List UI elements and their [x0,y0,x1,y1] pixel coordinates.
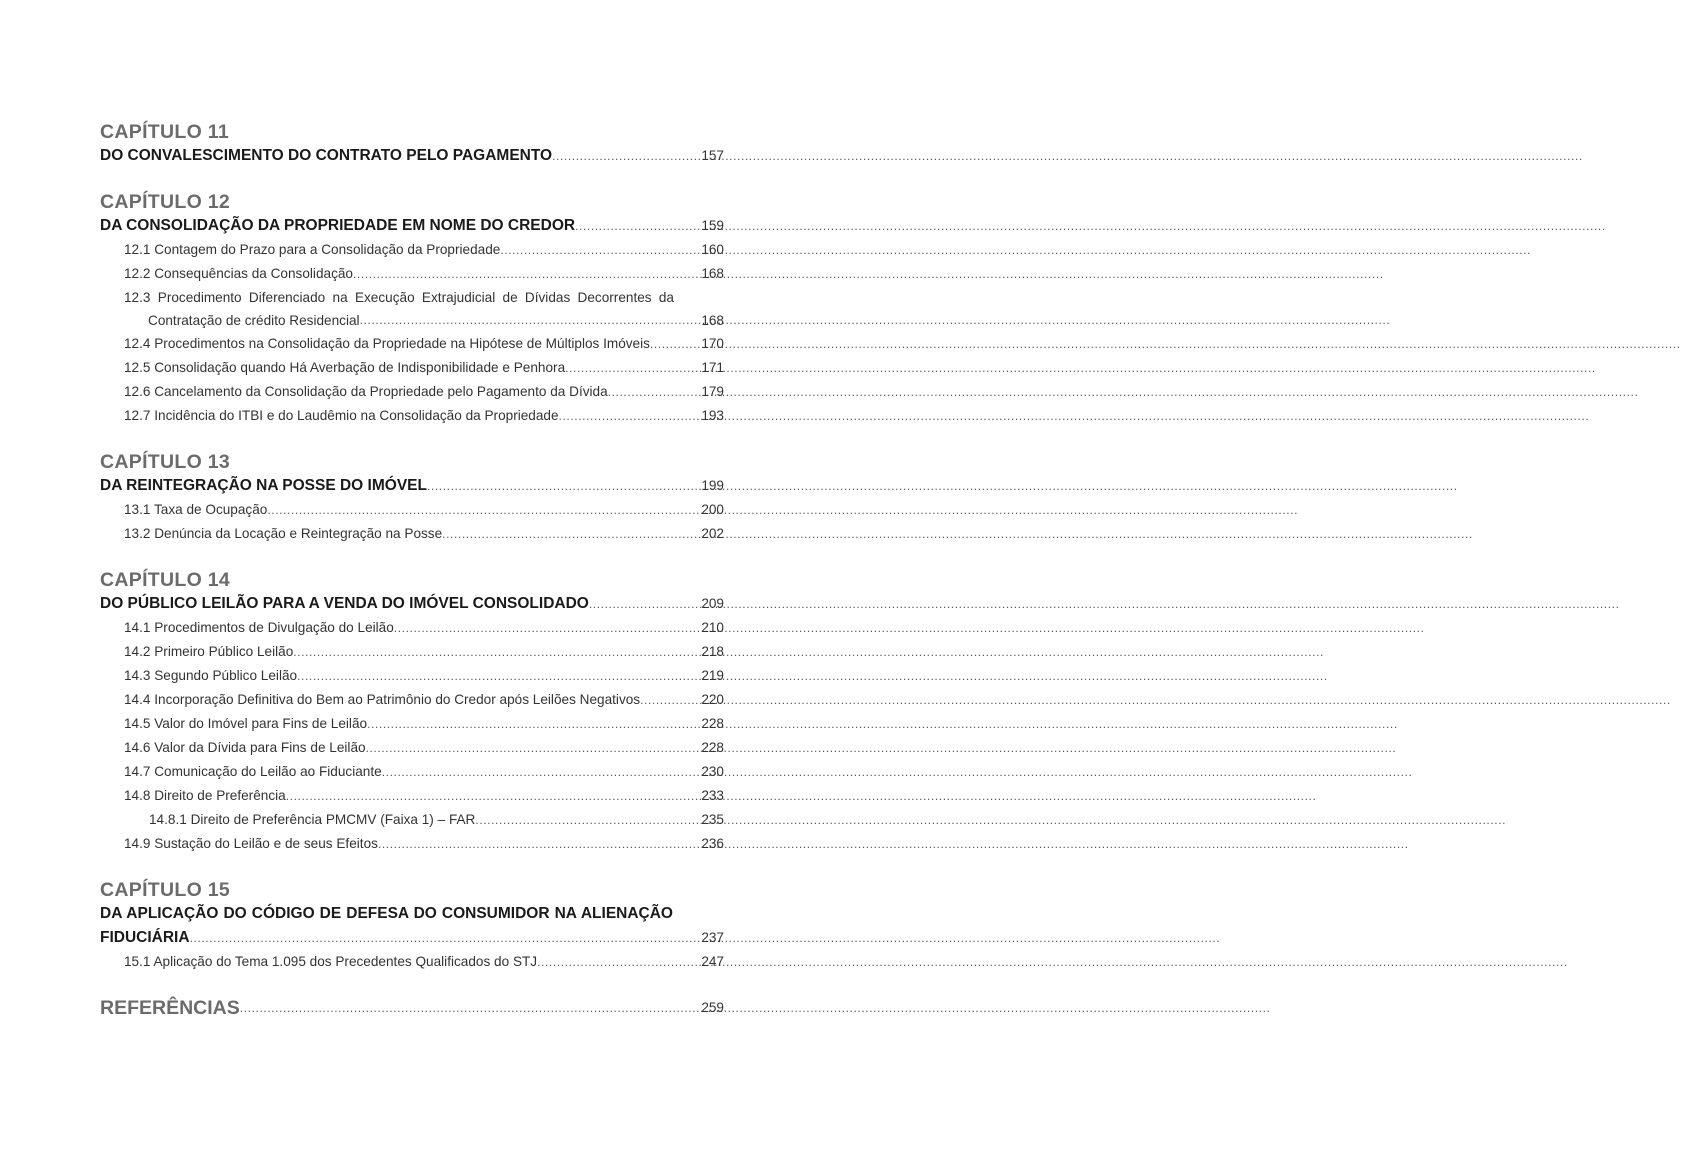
chapter-13 [100,450,724,546]
chapter-14 [100,568,724,856]
section-entry[interactable] [100,332,724,356]
dot-leader [297,664,672,688]
dot-leader [475,808,672,832]
page-number: 220 [701,692,724,707]
chapter-title-entry[interactable] [100,474,724,498]
section-entry[interactable] [100,736,724,760]
section-title: 14.2 Primeiro Público Leilão [124,644,294,659]
chapter-label: CAPÍTULO 15 [100,879,231,901]
section-title: 14.4 Incorporação Definitiva do Bem ao Patrimônio do Credor após Leilões Negativos [124,692,641,707]
page-number: 157 [701,148,724,163]
dot-leader [427,474,672,498]
dot-leader [575,214,672,238]
page-number: 168 [701,266,724,281]
section-entry[interactable] [100,262,724,286]
dot-leader [286,784,672,808]
page-number: 228 [701,716,724,731]
section-entry[interactable] [100,640,724,664]
dot-leader [293,640,672,664]
section-entry[interactable] [100,238,724,262]
chapter-title: DA REINTEGRAÇÃO NA POSSE DO IMÓVEL [100,477,427,494]
chapter-title-entry[interactable] [100,902,724,950]
section-entry[interactable] [100,760,724,784]
section-entry[interactable] [100,522,724,546]
chapter-11 [100,120,724,168]
chapter-title-entry[interactable] [100,214,724,238]
section-entry[interactable] [100,404,724,428]
dot-leader [500,238,672,262]
chapter-label: CAPÍTULO 13 [100,451,231,473]
section-title: 14.9 Sustação do Leilão e de seus Efeitos [124,836,378,851]
section-title: 14.5 Valor do Imóvel para Fins de Leilão [124,716,368,731]
chapter-title: DA CONSOLIDAÇÃO DA PROPRIEDADE EM NOME DO CREDOR [100,217,576,234]
section-title: 12.4 Procedimentos na Consolidação da Propriedade na Hipótese de Múltiplos Imóveis [124,336,650,351]
dot-leader [240,996,672,1020]
section-entry[interactable] [100,356,724,380]
section-title: 12.1 Contagem do Prazo para a Consolidação da Propriedade [124,242,501,257]
section-entry[interactable] [100,832,724,856]
section-title-line1: 12.3 Procedimento Diferenciado na Execução Extrajudicial de Dívidas Decorrentes da [124,290,674,305]
page-number: 179 [701,384,724,399]
table-of-contents [100,120,724,1020]
dot-leader [267,498,672,522]
toc-page [0,0,800,1149]
section-title: 13.2 Denúncia da Locação e Reintegração na Posse [124,526,443,541]
page-number: 230 [701,764,724,779]
page-number: 202 [701,526,724,541]
chapter-title-line1: DA APLICAÇÃO DO CÓDIGO DE DEFESA DO CONSUMIDOR NA ALIENAÇÃO [100,905,673,922]
chapter-12 [100,190,724,428]
dot-leader [559,404,672,428]
dot-leader [394,616,672,640]
section-entry[interactable] [100,950,724,974]
page-number: 199 [701,478,724,493]
dot-leader [537,950,672,974]
dot-leader [608,380,672,404]
section-title: 12.5 Consolidação quando Há Averbação de Indisponibilidade e Penhora [124,360,566,375]
page-number: 209 [701,596,724,611]
page-number: 168 [701,313,724,328]
dot-leader [378,832,672,856]
chapter-label: CAPÍTULO 12 [100,191,231,213]
dot-leader [382,760,672,784]
dot-leader [367,712,672,736]
dot-leader [366,736,672,760]
page-number: 233 [701,788,724,803]
section-title: 14.1 Procedimentos de Divulgação do Leilão [124,620,394,635]
dot-leader [640,688,672,712]
chapter-title-entry[interactable] [100,592,724,616]
dot-leader [565,356,672,380]
section-entry[interactable] [100,616,724,640]
dot-leader [589,592,672,616]
page-number: 210 [701,620,724,635]
section-title-continuation [124,309,724,332]
dot-leader [650,332,672,356]
dot-leader [353,262,672,286]
section-entry[interactable] [100,784,724,808]
page-number: 200 [701,502,724,517]
section-title: 12.2 Consequências da Consolidação [124,266,353,281]
chapter-label: CAPÍTULO 14 [100,569,231,591]
section-entry[interactable] [100,380,724,404]
section-title: 12.7 Incidência do ITBI e do Laudêmio na Consolidação da Propriedade [124,408,559,423]
section-entry[interactable] [100,286,724,332]
section-title: 15.1 Aplicação do Tema 1.095 dos Precedentes Qualificados do STJ [124,954,538,969]
section-entry[interactable] [100,664,724,688]
section-entry[interactable] [100,688,724,712]
chapter-title: DO PÚBLICO LEILÃO PARA A VENDA DO IMÓVEL CONSOLIDADO [100,595,589,612]
page-number: 219 [701,668,724,683]
dot-leader [442,522,672,546]
section-title: 12.6 Cancelamento da Consolidação da Propriedade pelo Pagamento da Dívida [124,384,608,399]
section-title: 14.7 Comunicação do Leilão ao Fiduciante [124,764,382,779]
dot-leader [190,926,672,950]
subsection-title: 14.8.1 Direito de Preferência PMCMV (Faixa 1) – FAR [149,812,476,827]
section-title-line2: Contratação de crédito Residencial [148,313,360,328]
chapter-title-entry[interactable] [100,144,724,168]
section-entry[interactable] [100,498,724,522]
dot-leader [552,144,672,168]
section-title: 14.6 Valor da Dívida para Fins de Leilão [124,740,366,755]
section-title: 14.3 Segundo Público Leilão [124,668,298,683]
chapter-title: DO CONVALESCIMENTO DO CONTRATO PELO PAGAMENTO [100,147,553,164]
section-title: 13.1 Taxa de Ocupação [124,502,268,517]
page-number: 171 [701,360,724,375]
chapter-label: CAPÍTULO 11 [100,121,229,143]
chapter-title-continuation [100,926,724,950]
page-number: 159 [701,218,724,233]
chapter-15 [100,878,724,974]
page-number: 228 [701,740,724,755]
section-title: 14.8 Direito de Preferência [124,788,286,803]
page-number: 237 [701,930,724,945]
page-number: 170 [701,336,724,351]
page-number: 193 [701,408,724,423]
chapter-title-line2: FIDUCIÁRIA [100,929,190,946]
page-number: 235 [701,812,724,827]
page-number: 247 [701,954,724,969]
page-number: 160 [701,242,724,257]
page-number: 236 [701,836,724,851]
dot-leader [360,309,672,332]
page-number: 218 [701,644,724,659]
section-entry[interactable] [100,712,724,736]
subsection-entry[interactable] [100,808,724,832]
page-number: 259 [701,1000,724,1015]
references-entry[interactable] [100,996,724,1020]
references-title: REFERÊNCIAS [100,997,240,1019]
